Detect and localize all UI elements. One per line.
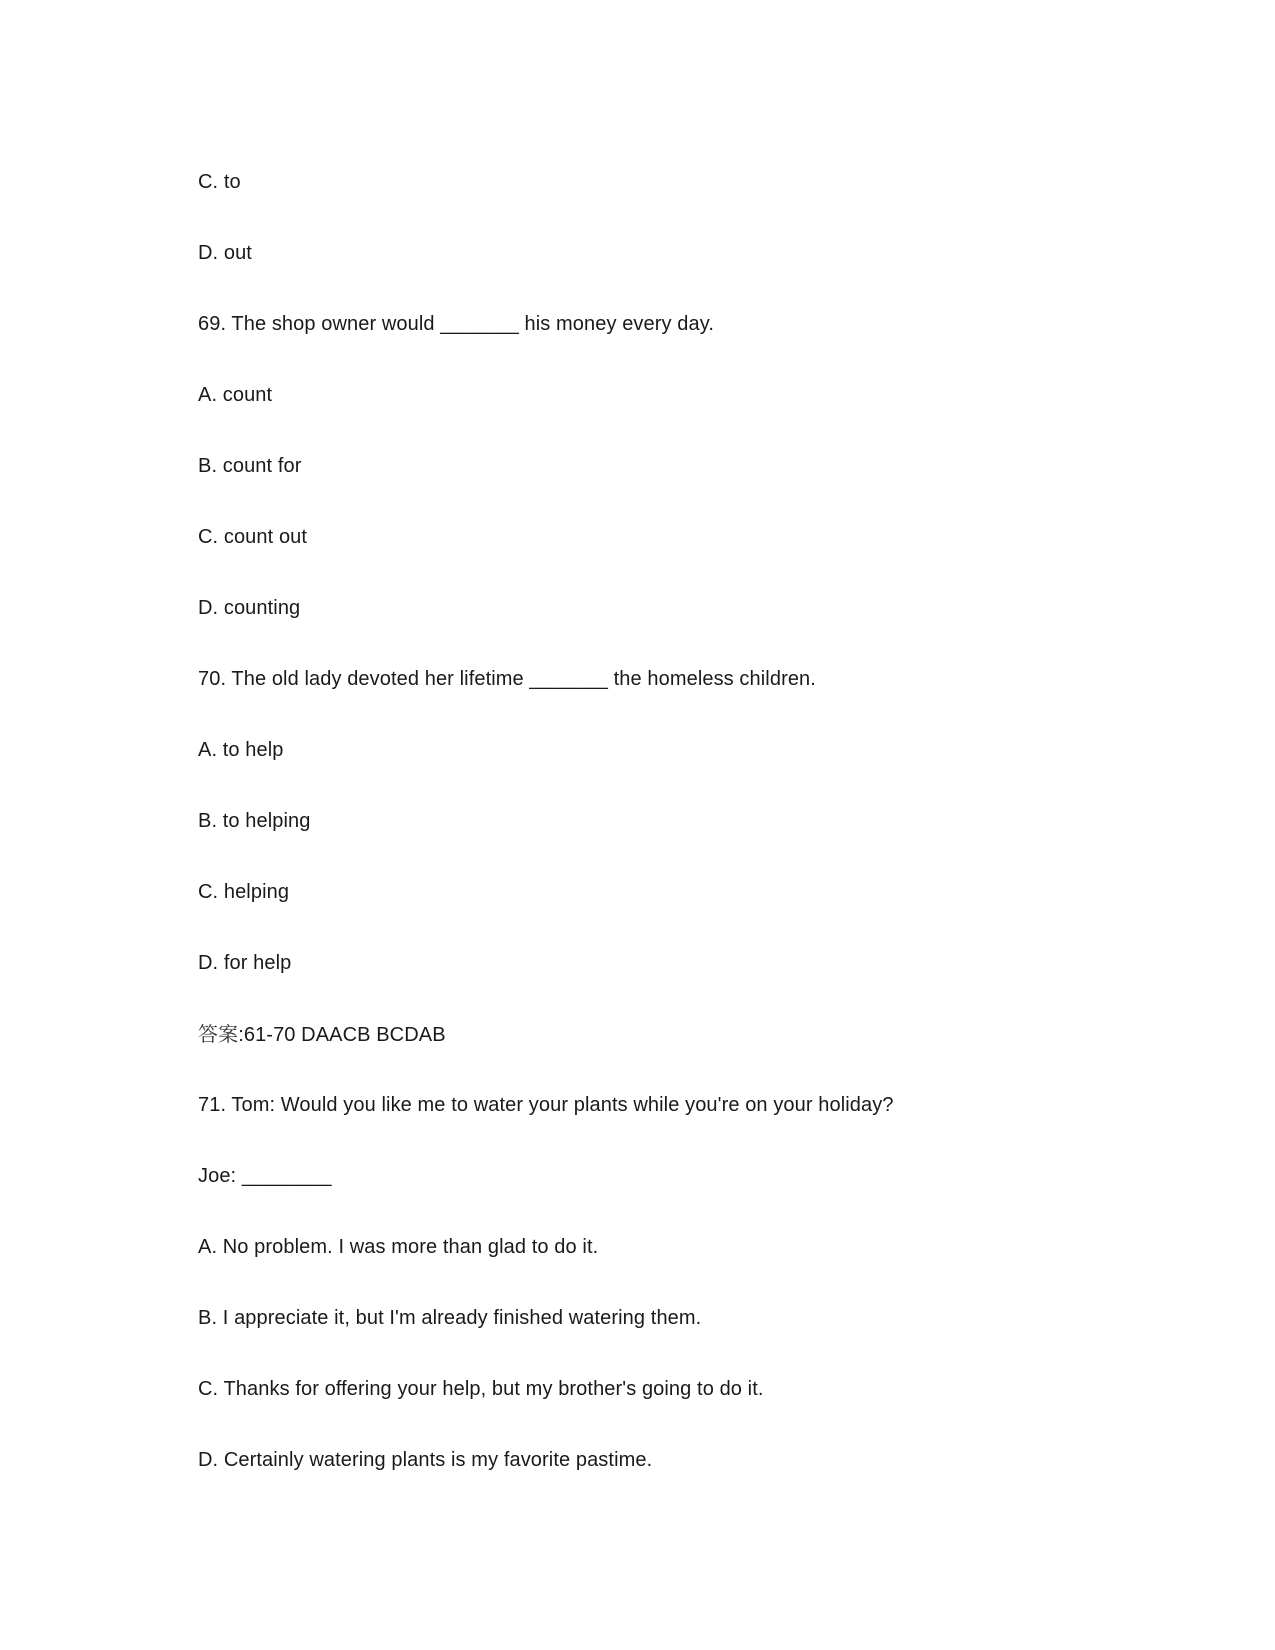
- answer-key: [198, 1022, 446, 1047]
- question-71: 71. Tom: Would you like me to water your plants while you're on your holiday?: [198, 1094, 894, 1116]
- question-69-option-d: D. counting: [198, 597, 301, 619]
- question-70-option-c: C. helping: [198, 881, 290, 903]
- question-69-option-a: A. count: [198, 384, 273, 406]
- question-71-option-b: B. I appreciate it, but I'm already finished watering them.: [198, 1307, 702, 1329]
- question-69-option-c: C. count out: [198, 526, 308, 548]
- question-71-option-d: D. Certainly watering plants is my favorite pastime.: [198, 1449, 653, 1471]
- question-70-option-d: D. for help: [198, 952, 292, 974]
- answer-key-prefix: 答案: [198, 1022, 239, 1046]
- question-69-option-b: B. count for: [198, 455, 302, 477]
- question-71-option-a: A. No problem. I was more than glad to do it.: [198, 1236, 599, 1258]
- option-d-prev: D. out: [198, 242, 252, 264]
- question-71-joe: Joe: ________: [198, 1165, 332, 1187]
- answer-key-text: :61-70 DAACB BCDAB: [238, 1024, 446, 1046]
- question-69: 69. The shop owner would _______ his money every day.: [198, 313, 714, 335]
- option-c-prev: C. to: [198, 171, 241, 193]
- question-71-option-c: C. Thanks for offering your help, but my brother's going to do it.: [198, 1378, 764, 1400]
- question-70-option-a: A. to help: [198, 739, 284, 761]
- question-70-option-b: B. to helping: [198, 810, 311, 832]
- question-70: 70. The old lady devoted her lifetime _______ the homeless children.: [198, 668, 816, 690]
